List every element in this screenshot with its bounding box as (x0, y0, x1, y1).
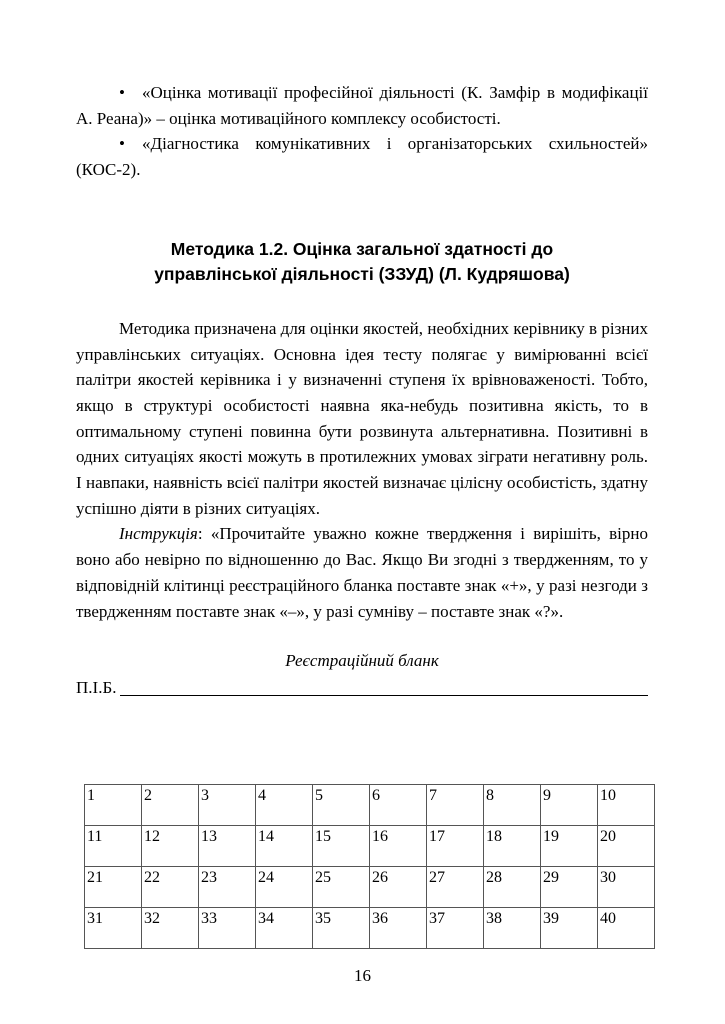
grid-cell[interactable]: 13 (199, 826, 256, 867)
grid-cell[interactable]: 10 (598, 785, 655, 826)
grid-cell[interactable]: 25 (313, 867, 370, 908)
grid-cell[interactable]: 30 (598, 867, 655, 908)
grid-cell[interactable]: 34 (256, 908, 313, 949)
grid-cell[interactable]: 24 (256, 867, 313, 908)
grid-cell[interactable]: 6 (370, 785, 427, 826)
grid-cell[interactable]: 27 (427, 867, 484, 908)
grid-cell[interactable]: 37 (427, 908, 484, 949)
description-paragraph: Методика призначена для оцінки якостей, необхідних керівнику в різних управлінських ситуаціях. Основна ідея тесту полягає у вимірюванні всієї палітри якостей керівника і у визначенні ступеня їх врівноваженості. Тобто, якщо в структурі особистості наявна яка-небудь позитивна якість, то в оптимальному ступені повинна бути розвинута альтернативна. Позитивні в одних ситуаціях якості можуть в протилежних умовах зіграти негативну роль. І навпаки, наявність всієї палітри якостей визначає цілісну особистість, здатну успішно діяти в різних ситуаціях. (76, 318, 648, 518)
grid-row (85, 908, 655, 949)
list-item (76, 131, 648, 182)
grid-row (85, 826, 655, 867)
grid-cell[interactable]: 9 (541, 785, 598, 826)
grid-cell[interactable]: 5 (313, 785, 370, 826)
heading-line-2: управлінської діяльності (ЗЗУД) (Л. Кудряшова) (154, 263, 570, 284)
grid-cell[interactable]: 40 (598, 908, 655, 949)
grid-cell[interactable]: 36 (370, 908, 427, 949)
grid-cell[interactable]: 7 (427, 785, 484, 826)
page-number: 16 (354, 966, 371, 985)
grid-cell[interactable]: 31 (85, 908, 142, 949)
section-heading (76, 237, 648, 287)
bullet-text: «Оцінка мотивації професійної діяльності (К. Замфір в модифікації А. Реана)» – оцінка мотиваційного комплексу особистості. (76, 83, 648, 128)
registration-grid (84, 784, 655, 949)
bullet-marker: • (119, 83, 125, 102)
grid-cell[interactable]: 11 (85, 826, 142, 867)
name-field-row (76, 675, 648, 701)
bullet-marker: • (119, 134, 125, 154)
grid-cell[interactable]: 23 (199, 867, 256, 908)
grid-cell[interactable]: 17 (427, 826, 484, 867)
grid-cell[interactable]: 38 (484, 908, 541, 949)
grid-row (85, 867, 655, 908)
grid-cell[interactable]: 18 (484, 826, 541, 867)
grid-cell[interactable]: 33 (199, 908, 256, 949)
instruction-text: : «Прочитайте уважно кожне твердження і вирішіть, вірно воно або невірно по відношенню до Вас. Якщо Ви згодні з твердженням, то у відповідній клітинці реєстраційного бланка поставте знак «+», у разі незгоди з твердженням поставте знак «–», у разі сумніву – поставте знак «?». (76, 524, 648, 621)
grid-cell[interactable]: 14 (256, 826, 313, 867)
grid-cell[interactable]: 35 (313, 908, 370, 949)
grid-cell[interactable]: 32 (142, 908, 199, 949)
bullet-text: «Діагностика комунікативних і організаторських схильностей» (КОС-2). (76, 134, 648, 180)
list-item (76, 80, 648, 131)
grid-cell[interactable]: 22 (142, 867, 199, 908)
grid-cell[interactable]: 2 (142, 785, 199, 826)
grid-cell[interactable]: 15 (313, 826, 370, 867)
form-title: Реєстраційний бланк (285, 651, 439, 671)
grid-cell[interactable]: 12 (142, 826, 199, 867)
grid-cell[interactable]: 3 (199, 785, 256, 826)
grid-cell[interactable]: 16 (370, 826, 427, 867)
grid-cell[interactable]: 19 (541, 826, 598, 867)
name-field-label: П.І.Б. (76, 677, 117, 697)
grid-cell[interactable]: 26 (370, 867, 427, 908)
instruction-label: Інструкція (119, 524, 198, 544)
grid-cell[interactable]: 21 (85, 867, 142, 908)
grid-cell[interactable]: 20 (598, 826, 655, 867)
grid-cell[interactable]: 29 (541, 867, 598, 908)
grid-cell[interactable]: 28 (484, 867, 541, 908)
grid-cell[interactable]: 1 (85, 785, 142, 826)
grid-cell[interactable]: 8 (484, 785, 541, 826)
grid-cell[interactable]: 39 (541, 908, 598, 949)
grid-cell[interactable]: 4 (256, 785, 313, 826)
name-field-blank[interactable] (120, 677, 648, 696)
grid-row (85, 785, 655, 826)
instruction-paragraph (76, 521, 648, 624)
heading-line-1: Методика 1.2. Оцінка загальної здатності до (170, 238, 554, 259)
page-body (76, 80, 648, 701)
